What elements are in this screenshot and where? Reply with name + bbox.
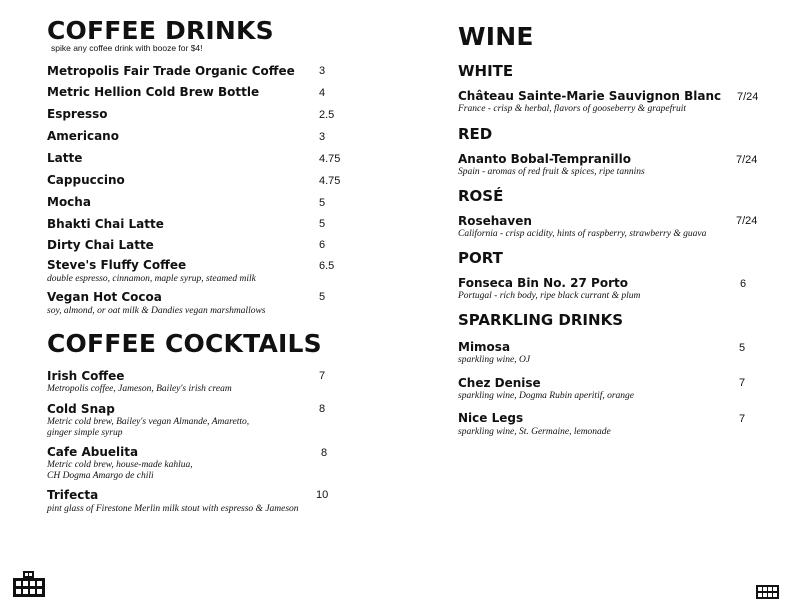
coffee-drinks-title: COFFEE DRINKS	[47, 16, 274, 45]
menu-item-price: 4.75	[319, 153, 341, 165]
sparkling-drinks-heading: SPARKLING DRINKS	[458, 311, 623, 329]
coffee-cocktails-title: COFFEE COCKTAILS	[47, 329, 322, 358]
logo-right-icon	[755, 584, 780, 600]
menu-item-name: Americano	[47, 129, 119, 143]
coffee-tagline: spike any coffee drink with booze for $4!	[51, 43, 203, 53]
wine-section-heading: PORT	[458, 249, 503, 267]
menu-item-name: Steve's Fluffy Coffee	[47, 258, 187, 272]
menu-item-description: sparkling wine, OJ	[458, 355, 531, 365]
menu-item-name: Cold Snap	[47, 402, 115, 416]
menu-item-price: 4	[319, 87, 326, 99]
menu-item-description: double espresso, cinnamon, maple syrup, steamed milk	[47, 274, 256, 284]
logo-left-icon	[12, 570, 46, 598]
menu-item-description: ginger simple syrup	[47, 428, 123, 438]
menu-item-description: soy, almond, or oat milk & Dandies vegan marshmallows	[47, 306, 266, 316]
menu-item-description: Spain - aromas of red fruit & spices, ripe tannins	[458, 167, 645, 177]
menu-item-name: Ananto Bobal-Tempranillo	[458, 152, 632, 166]
menu-item-price: 7/24	[736, 215, 758, 227]
menu-item-description: Metric cold brew, house-made kahlua,	[47, 460, 193, 470]
menu-item-price: 5	[319, 291, 326, 303]
menu-item-name: Nice Legs	[458, 411, 524, 425]
wine-section-heading: WHITE	[458, 62, 514, 80]
wine-section-heading: ROSÉ	[458, 187, 504, 205]
menu-item-price: 6	[319, 239, 326, 251]
menu-item-description: pint glass of Firestone Merlin milk stout with espresso & Jameson	[47, 504, 299, 514]
menu-item-name: Dirty Chai Latte	[47, 238, 154, 252]
menu-item-name: Irish Coffee	[47, 369, 125, 383]
menu-item-name: Espresso	[47, 107, 108, 121]
menu-item-price: 7	[739, 413, 746, 425]
menu-item-price: 7	[319, 370, 326, 382]
menu-item-price: 8	[319, 403, 326, 415]
menu-item-description: France - crisp & herbal, flavors of gooseberry & grapefruit	[458, 104, 686, 114]
menu-item-name: Bhakti Chai Latte	[47, 217, 164, 231]
menu-item-name: Fonseca Bin No. 27 Porto	[458, 276, 628, 290]
menu-item-description: California - crisp acidity, hints of raspberry, strawberry & guava	[458, 229, 707, 239]
menu-item-price: 4.75	[319, 175, 341, 187]
menu-item-description: Portugal - rich body, ripe black currant & plum	[458, 291, 641, 301]
menu-item-price: 5	[739, 342, 746, 354]
menu-item-name: Cappuccino	[47, 173, 125, 187]
menu-item-price: 5	[319, 197, 326, 209]
menu-item-name: Trifecta	[47, 488, 99, 502]
menu-item-description: CH Dogma Amargo de chili	[47, 471, 154, 481]
menu-item-name: Rosehaven	[458, 214, 532, 228]
menu-item-price: 5	[319, 218, 326, 230]
menu-item-name: Mocha	[47, 195, 91, 209]
wine-title: WINE	[458, 22, 534, 51]
menu-item-price: 8	[321, 447, 328, 459]
menu-item-name: Latte	[47, 151, 83, 165]
menu-item-price: 10	[316, 489, 329, 501]
menu-item-description: sparkling wine, St. Germaine, lemonade	[458, 427, 611, 437]
menu-item-price: 3	[319, 65, 326, 77]
menu-item-description: Metric cold brew, Bailey's vegan Almande, Amaretto,	[47, 417, 250, 427]
menu-item-name: Vegan Hot Cocoa	[47, 290, 162, 304]
menu-item-price: 2.5	[319, 109, 335, 121]
menu-item-price: 6	[740, 278, 747, 290]
menu-item-name: Metric Hellion Cold Brew Bottle	[47, 85, 260, 99]
menu-item-price: 6.5	[319, 260, 335, 272]
menu-item-description: sparkling wine, Dogma Rubin aperitif, orange	[458, 391, 635, 401]
menu-item-name: Cafe Abuelita	[47, 445, 139, 459]
menu-item-name: Mimosa	[458, 340, 511, 354]
menu-item-price: 7/24	[736, 154, 758, 166]
menu-item-price: 7	[739, 377, 746, 389]
menu-item-price: 3	[319, 131, 326, 143]
menu-item-name: Chez Denise	[458, 376, 541, 390]
menu-item-name: Château Sainte-Marie Sauvignon Blanc	[458, 89, 722, 103]
menu-item-name: Metropolis Fair Trade Organic Coffee	[47, 64, 295, 78]
wine-section-heading: RED	[458, 125, 493, 143]
menu-item-price: 7/24	[737, 91, 759, 103]
menu-item-description: Metropolis coffee, Jameson, Bailey's irish cream	[47, 384, 232, 394]
